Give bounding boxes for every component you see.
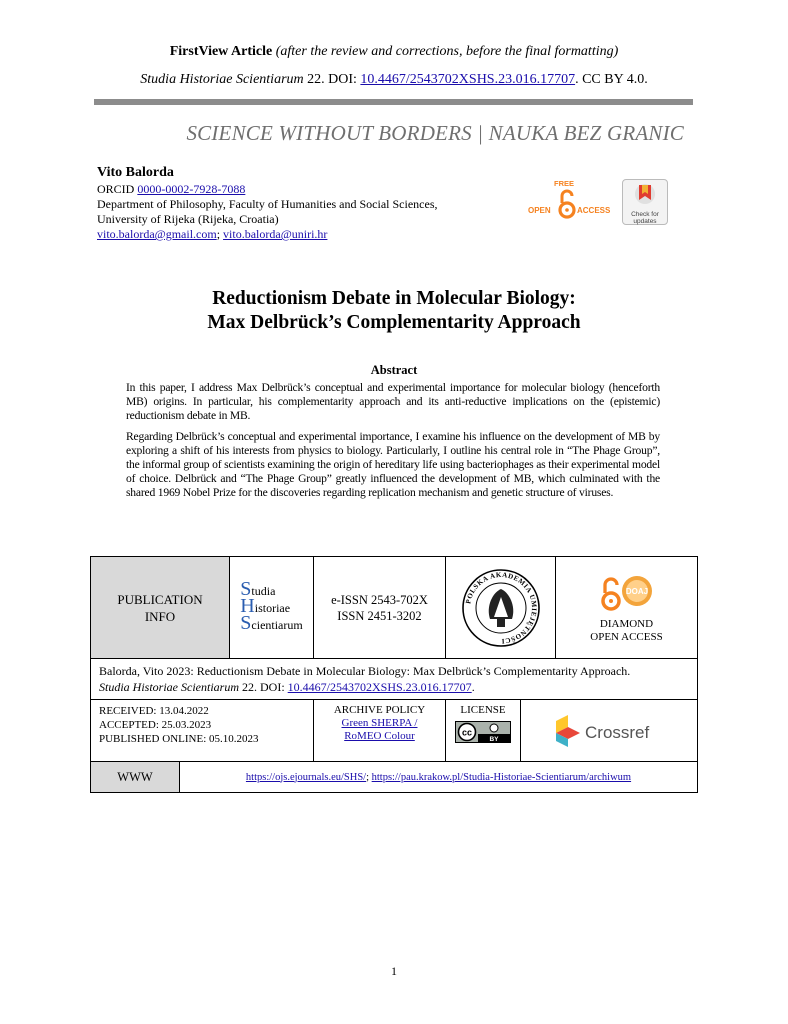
pau-seal (445, 557, 555, 658)
page-number: 1 (391, 964, 397, 978)
journal-name: Studia Historiae Scientiarum (140, 72, 304, 87)
citation-volume: 22. DOI: (239, 680, 288, 694)
cc-by-label: BY (489, 736, 499, 743)
email-separator: ; (216, 227, 224, 241)
citation-text: Balorda, Vito 2023: Reductionism Debate in Molecular Biology: Max Delbrück’s Complementarity Approach. (99, 664, 631, 678)
title-line-1: Reductionism Debate in Molecular Biology: (212, 288, 576, 309)
pubinfo-row-dates (91, 699, 697, 761)
doi-link[interactable]: 10.4467/2543702XSHS.23.016.17707 (360, 72, 576, 87)
license-label: LICENSE (460, 704, 506, 716)
article-title (94, 287, 694, 335)
logo-h: H (240, 595, 255, 617)
diamond-label-1: DIAMOND (599, 617, 654, 630)
seal-text: POLSKA AKADEMIA UMIEJĘTNOŚCI (463, 570, 538, 645)
bookmark-icon (623, 180, 667, 206)
logo-s2: S (240, 612, 252, 634)
journal-line (0, 72, 788, 88)
check-for-updates-badge[interactable] (622, 179, 668, 225)
cfu-line-2: updates (633, 218, 657, 225)
crossref-icon (554, 713, 664, 749)
pubinfo-row-www (91, 761, 697, 792)
www-label: WWW (91, 762, 179, 792)
eissn: e-ISSN 2543-702X (331, 592, 428, 607)
diamond-label-2: OPEN ACCESS (590, 630, 663, 643)
citation-doi-link[interactable]: 10.4467/2543702XSHS.23.016.17707 (287, 680, 472, 694)
firstview-note: (after the review and corrections, before the final formatting) (275, 44, 619, 59)
crossref-label: Crossref (585, 722, 650, 742)
logo-s: S (240, 578, 252, 600)
open-label: OPEN (528, 206, 551, 215)
dates-block (91, 700, 313, 761)
affiliation-line-2: University of Rijeka (Rijeka, Croatia) (97, 212, 279, 226)
ojs-link[interactable]: https://ojs.ejournals.eu/SHS/ (245, 771, 367, 783)
pubinfo-label (91, 557, 229, 658)
received-date: RECEIVED: 13.04.2022 (99, 705, 209, 717)
www-separator: ; (366, 771, 372, 783)
issn-block (313, 557, 445, 658)
pubinfo-row-logos (91, 557, 697, 658)
abstract-body (126, 381, 660, 507)
romeo-link[interactable]: RoMEO Colour (344, 730, 415, 742)
license-text: . CC BY 4.0. (575, 72, 648, 87)
firstview-label: FirstView Article (169, 44, 273, 59)
journal-volume: 22. DOI: (303, 72, 361, 87)
author-affiliation (97, 182, 517, 242)
abstract-heading: Abstract (370, 363, 418, 377)
citation-end: . (471, 680, 475, 694)
diamond-open-access (555, 557, 697, 658)
license-cell (445, 700, 520, 761)
orcid-label: ORCID (97, 182, 138, 196)
open-lock-icon (603, 579, 619, 609)
cc-by-icon[interactable] (455, 721, 511, 743)
doaj-label: DOAJ (626, 586, 649, 596)
logo-cientiarum: cientiarum (251, 618, 303, 632)
abstract-paragraph-1: In this paper, I address Max Delbrück’s conceptual and experimental importance for molecular biology (henceforth MB) origins. In particular, his complementarity approach and its anti-reductive implications on the (epistemic) reductionism debate in MB. (126, 381, 660, 423)
cfu-text (623, 211, 667, 225)
email-link-2[interactable]: vito.balorda@uniri.hr (223, 227, 328, 241)
publication-info-table (90, 556, 698, 793)
orcid-link[interactable]: 0000-0002-7928-7088 (137, 182, 246, 196)
crossref-logo (520, 700, 697, 761)
shs-journal-logo (229, 557, 313, 658)
svg-text:cc: cc (461, 727, 473, 738)
affiliation-line-1: Department of Philosophy, Faculty of Humanities and Social Sciences, (97, 197, 438, 211)
logo-istoriae: istoriae (254, 601, 291, 615)
section-heading: SCIENCE WITHOUT BORDERS | NAUKA BEZ GRANIC (186, 121, 684, 145)
published-date: PUBLISHED ONLINE: 05.10.2023 (99, 733, 259, 745)
cfu-line-1: Check for (631, 211, 659, 218)
email-link-1[interactable]: vito.balorda@gmail.com (97, 227, 217, 241)
accepted-date: ACCEPTED: 25.03.2023 (99, 719, 212, 731)
open-lock-icon (560, 191, 574, 217)
pau-archive-link[interactable]: https://pau.krakow.pl/Studia-Historiae-Scientiarum/archiwum (371, 771, 632, 783)
access-label: ACCESS (577, 206, 610, 215)
citation-journal: Studia Historiae Scientiarum (99, 680, 239, 694)
email-line (97, 227, 517, 242)
pau-seal-icon (460, 567, 542, 649)
firstview-line (0, 44, 788, 60)
citation (91, 659, 697, 699)
pubinfo-label-2: INFO (144, 608, 176, 624)
pubinfo-label-1: PUBLICATION (117, 591, 203, 607)
free-open-access-logo (526, 178, 610, 222)
header-divider (94, 99, 693, 105)
archive-label: ARCHIVE POLICY (333, 704, 426, 716)
free-label: FREE (554, 179, 575, 188)
doaj-logo (591, 572, 661, 614)
sherpa-link[interactable]: Green SHERPA / (341, 717, 418, 729)
logo-tudia: tudia (251, 584, 276, 598)
issn: ISSN 2451-3202 (337, 608, 422, 623)
orcid-line (97, 182, 517, 197)
abstract-paragraph-2: Regarding Delbrück’s conceptual and experimental importance, I examine his influence on the development of MB by exploring a shift of his interests from physics to biology. Particularly, I outline his central role in “The Phage Group”, the informal group of scientists examining the origin of hereditary life using bacteriophages as their experimental model of choice. Delbrück and “The Phage Group” greatly influenced the development of MB, which culminated with the shared 1969 Nobel Prize for the discoveries regarding replication mechanism and genetic structure of viruses. (126, 429, 660, 500)
title-line-2: Max Delbrück’s Complementarity Approach (207, 312, 581, 333)
www-links (179, 762, 697, 792)
pubinfo-row-citation (91, 658, 697, 699)
archive-policy (313, 700, 445, 761)
author-name: Vito Balorda (97, 165, 174, 180)
